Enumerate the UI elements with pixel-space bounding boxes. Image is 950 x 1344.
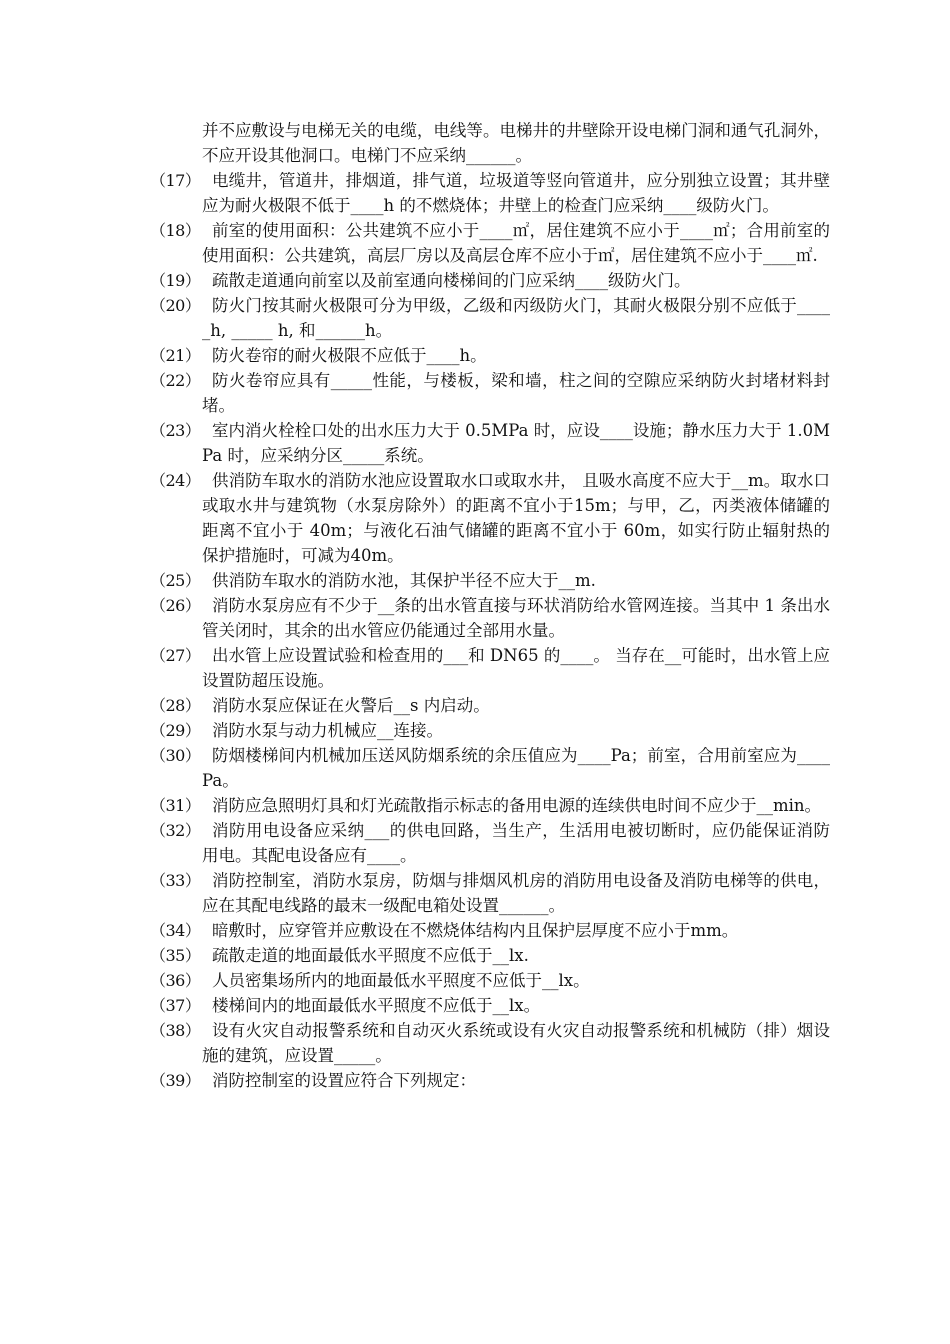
item-text: 供消防车取水的消防水池应设置取水口或取水井， 且吸水高度不应大于__m。取水口或取水井与建筑物（水泵房除外）的距离不宜小于15m；与甲，乙，丙类液体储罐的距离不宜小于 40m；与液化石油气储罐的距离不宜小于 60m，如实行防止辐射热的保护措施时，可减为40m。 — [202, 471, 830, 565]
list-item — [150, 168, 830, 218]
list-item — [150, 268, 830, 293]
list-item — [150, 918, 830, 943]
item-text: 楼梯间内的地面最低水平照度不应低于__lx。 — [212, 996, 541, 1015]
item-number: （17） — [150, 171, 201, 190]
item-text: 疏散走道的地面最低水平照度不应低于__lx. — [212, 946, 529, 965]
list-item — [150, 693, 830, 718]
item-text: 暗敷时，应穿管并应敷设在不燃烧体结构内且保护层厚度不应小于mm。 — [212, 921, 739, 940]
item-number: （22） — [150, 371, 201, 390]
list-item — [150, 368, 830, 418]
list-item — [150, 418, 830, 468]
list-item — [150, 968, 830, 993]
list-item — [150, 993, 830, 1018]
item-number: （38） — [150, 1021, 201, 1040]
item-number: （27） — [150, 646, 201, 665]
item-text: 供消防车取水的消防水池，其保护半径不应大于__m. — [212, 571, 596, 590]
item-number: （26） — [150, 596, 201, 615]
list-item — [150, 818, 830, 868]
item-text: 室内消火栓栓口处的出水压力大于 0.5MPa 时，应设____设施；静水压力大于 1.0MPa 时，应采纳分区_____系统。 — [202, 421, 830, 465]
item-text: 防火门按其耐火极限可分为甲级，乙级和丙级防火门，其耐火极限分别不应低于_____h, _____ h, 和______h。 — [202, 296, 830, 340]
item-text: 人员密集场所内的地面最低水平照度不应低于__lx。 — [212, 971, 590, 990]
item-text: 消防控制室，消防水泵房，防烟与排烟风机房的消防用电设备及消防电梯等的供电，应在其配电线路的最末一级配电箱处设置______。 — [202, 871, 830, 915]
item-number: （34） — [150, 921, 201, 940]
item-text: 出水管上应设置试验和检查用的___和 DN65 的____。 当存在__可能时，出水管上应设置防超压设施。 — [202, 646, 830, 690]
item-text: 前室的使用面积：公共建筑不应小于____㎡，居住建筑不应小于____㎡；合用前室的使用面积：公共建筑，高层厂房以及高层仓库不应小于㎡，居住建筑不应小于____㎡. — [202, 221, 830, 265]
item-text: 消防水泵房应有不少于__条的出水管直接与环状消防给水管网连接。当其中 1 条出水管关闭时，其余的出水管应仍能通过全部用水量。 — [202, 596, 830, 640]
item-text: 防火卷帘应具有_____性能，与楼板，梁和墙，柱之间的空隙应采纳防火封堵材料封堵。 — [202, 371, 830, 415]
list-item — [150, 743, 830, 793]
item-number: （23） — [150, 421, 201, 440]
item-number: （28） — [150, 696, 201, 715]
list-item — [150, 868, 830, 918]
list-item — [150, 718, 830, 743]
list-item — [150, 118, 830, 168]
item-number: （21） — [150, 346, 201, 365]
item-number: （29） — [150, 721, 201, 740]
item-text: 消防用电设备应采纳___的供电回路，当生产，生活用电被切断时，应仍能保证消防用电。其配电设备应有____。 — [202, 821, 830, 865]
item-number: （25） — [150, 571, 201, 590]
item-text: 消防控制室的设置应符合下列规定： — [212, 1071, 476, 1090]
item-number: （31） — [150, 796, 201, 815]
list-item — [150, 793, 830, 818]
list-item — [150, 643, 830, 693]
item-number: （20） — [150, 296, 201, 315]
item-text: 防烟楼梯间内机械加压送风防烟系统的余压值应为____Pa；前室，合用前室应为____Pa。 — [202, 746, 830, 790]
item-text: 疏散走道通向前室以及前室通向楼梯间的门应采纳____级防火门。 — [212, 271, 691, 290]
item-number: （39） — [150, 1071, 201, 1090]
item-text: 并不应敷设与电梯无关的电缆，电线等。电梯井的井壁除开设电梯门洞和通气孔洞外，不应开设其他洞口。电梯门不应采纳______。 — [202, 121, 830, 165]
item-number: （35） — [150, 946, 201, 965]
list-item — [150, 1068, 830, 1093]
item-text: 设有火灾自动报警系统和自动灭火系统或设有火灾自动报警系统和机械防（排）烟设施的建筑，应设置_____。 — [202, 1021, 830, 1065]
item-number: （33） — [150, 871, 201, 890]
item-text: 消防水泵应保证在火警后__s 内启动。 — [212, 696, 490, 715]
item-number: （36） — [150, 971, 201, 990]
item-number: （30） — [150, 746, 201, 765]
list-item — [150, 468, 830, 568]
item-number: （18） — [150, 221, 201, 240]
item-number: （37） — [150, 996, 201, 1015]
list-item — [150, 218, 830, 268]
item-number: （19） — [150, 271, 201, 290]
item-text: 消防水泵与动力机械应__连接。 — [212, 721, 443, 740]
item-text: 防火卷帘的耐火极限不应低于____h。 — [212, 346, 487, 365]
question-list — [150, 118, 830, 1093]
item-number: （24） — [150, 471, 201, 490]
list-item — [150, 943, 830, 968]
list-item — [150, 593, 830, 643]
item-text: 消防应急照明灯具和灯光疏散指示标志的备用电源的连续供电时间不应少于__min。 — [212, 796, 822, 815]
list-item — [150, 568, 830, 593]
item-number: （32） — [150, 821, 201, 840]
list-item — [150, 1018, 830, 1068]
list-item — [150, 343, 830, 368]
item-text: 电缆井，管道井，排烟道，排气道，垃圾道等竖向管道井，应分别独立设置；其井壁应为耐火极限不低于____h 的不燃烧体；井壁上的检查门应采纳____级防火门。 — [202, 171, 830, 215]
list-item — [150, 293, 830, 343]
